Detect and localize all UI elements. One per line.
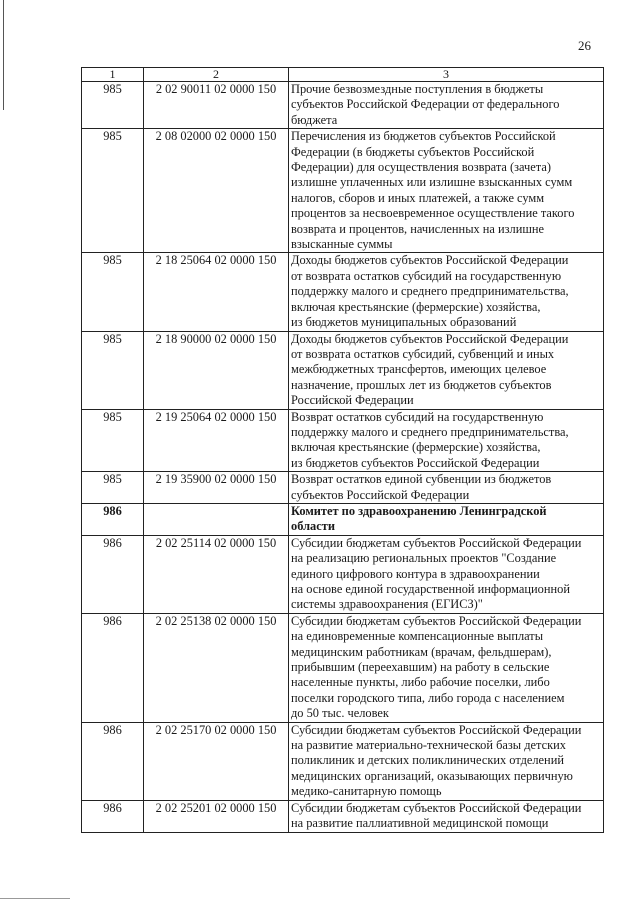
administrator-code: 985 — [82, 82, 144, 129]
revenue-name — [289, 409, 604, 472]
footer-rule — [0, 898, 70, 899]
revenue-name-line: Федерации (в бюджеты субъектов Российской — [291, 144, 535, 159]
revenue-name — [289, 613, 604, 722]
revenue-name-line: Российской Федерации — [291, 393, 414, 408]
revenue-code: 2 18 25064 02 0000 150 — [144, 253, 289, 331]
administrator-code: 986 — [82, 722, 144, 800]
revenue-code: 2 18 90000 02 0000 150 — [144, 331, 289, 409]
revenue-name-line: налогов, сборов и иных платежей, а также сумм — [291, 190, 545, 205]
administrator-code: 985 — [82, 253, 144, 331]
revenue-name-line: Комитет по здравоохранению Ленинградской — [291, 503, 547, 518]
table-row — [82, 409, 604, 472]
revenue-name-line: системы здравоохранения (ЕГИСЗ)" — [291, 597, 483, 612]
table-row — [82, 503, 604, 535]
administrator-code: 986 — [82, 503, 144, 535]
revenue-name-line: Доходы бюджетов субъектов Российской Федерации — [291, 253, 569, 268]
revenue-name-line: прибывшим (переехавшим) на работу в сельские — [291, 660, 550, 675]
revenue-code — [144, 503, 289, 535]
revenue-name-line: возврата и процентов, начисленных на излишне — [291, 221, 545, 236]
revenue-name-line: от возврата остатков субсидий на государственную — [291, 268, 562, 283]
revenue-name — [289, 82, 604, 129]
revenue-name — [289, 535, 604, 613]
revenue-name-line: Субсидии бюджетам субъектов Российской Федерации — [291, 800, 582, 815]
table-row — [82, 722, 604, 800]
administrator-code: 985 — [82, 129, 144, 253]
table-row — [82, 82, 604, 129]
revenue-name — [289, 472, 604, 504]
revenue-name-line: Субсидии бюджетам субъектов Российской Федерации — [291, 535, 582, 550]
revenue-name-line: субъектов Российской Федерации от федерального — [291, 97, 560, 112]
table-row — [82, 472, 604, 504]
revenue-name-line: населенные пункты, либо рабочие поселки, либо — [291, 675, 550, 690]
revenue-name-line: на развитие материально-технической базы детских — [291, 738, 566, 753]
revenue-name-line: субъектов Российской Федерации — [291, 487, 470, 502]
revenue-code: 2 19 25064 02 0000 150 — [144, 409, 289, 472]
revenue-code: 2 02 25114 02 0000 150 — [144, 535, 289, 613]
table-row — [82, 535, 604, 613]
revenue-name-line: Прочие безвозмездные поступления в бюджеты — [291, 82, 544, 96]
page-number: 26 — [578, 38, 591, 53]
revenue-name-line: поддержку малого и среднего предпринимательства, — [291, 424, 569, 439]
revenue-name-line: поддержку малого и среднего предпринимательства, — [291, 284, 569, 299]
revenue-name-line: на единовременные компенсационные выплаты — [291, 629, 544, 644]
revenue-name-line: медицинским работникам (врачам, фельдшерам), — [291, 644, 552, 659]
revenue-name-line: назначение, прошлых лет из бюджетов субъектов — [291, 377, 552, 392]
revenue-name-line: включая крестьянские (фермерские) хозяйства, — [291, 299, 541, 314]
table-header-row — [82, 68, 604, 82]
revenue-name-line: Субсидии бюджетам субъектов Российской Федерации — [291, 613, 582, 628]
revenue-name-line: поселки городского типа, либо города с населением — [291, 690, 565, 705]
column-header: 2 — [144, 68, 289, 82]
administrator-code: 985 — [82, 331, 144, 409]
revenue-code: 2 02 90011 02 0000 150 — [144, 82, 289, 129]
table-row — [82, 253, 604, 331]
revenue-name — [289, 722, 604, 800]
scan-edge-line — [3, 0, 4, 110]
revenue-code: 2 08 02000 02 0000 150 — [144, 129, 289, 253]
revenue-code: 2 02 25201 02 0000 150 — [144, 800, 289, 832]
revenue-name-line: от возврата остатков субсидий, субвенций и иных — [291, 346, 555, 361]
revenue-name-line: Возврат остатков единой субвенции из бюджетов — [291, 472, 552, 487]
revenue-name-line: взысканные суммы — [291, 237, 393, 252]
revenue-name-line: Перечисления из бюджетов субъектов Российской — [291, 129, 556, 144]
revenue-name-line: на основе единой государственной информационной — [291, 582, 570, 596]
table-row — [82, 129, 604, 253]
revenue-name-line: Федерации) для осуществления возврата (зачета) — [291, 160, 551, 175]
table-row — [82, 613, 604, 722]
revenue-name-line: на реализацию региональных проектов "Создание — [291, 551, 557, 566]
revenue-code: 2 02 25170 02 0000 150 — [144, 722, 289, 800]
revenue-name-line: Доходы бюджетов субъектов Российской Федерации — [291, 331, 569, 346]
revenue-name — [289, 800, 604, 832]
revenue-name-line: Возврат остатков субсидий на государственную — [291, 409, 544, 424]
revenue-name-line: из бюджетов муниципальных образований — [291, 315, 517, 330]
revenue-name-line: из бюджетов субъектов Российской Федерации — [291, 455, 540, 470]
administrator-code: 986 — [82, 535, 144, 613]
administrator-code: 986 — [82, 800, 144, 832]
table-row — [82, 331, 604, 409]
revenue-name-line: излишне уплаченных или излишне взысканных сумм — [291, 175, 573, 190]
revenue-name-line: включая крестьянские (фермерские) хозяйства, — [291, 440, 541, 455]
table-row — [82, 800, 604, 832]
revenue-name-line: до 50 тыс. человек — [291, 706, 389, 721]
revenue-name — [289, 129, 604, 253]
revenue-name-line: медико-санитарную помощь — [291, 784, 442, 799]
revenue-name — [289, 503, 604, 535]
administrator-code: 985 — [82, 409, 144, 472]
table-body — [82, 82, 604, 833]
revenue-name-line: на развитие паллиативной медицинской помощи — [291, 816, 549, 831]
column-header: 3 — [289, 68, 604, 82]
revenue-name-line: бюджета — [291, 112, 338, 127]
revenue-code: 2 19 35900 02 0000 150 — [144, 472, 289, 504]
revenue-name-line: медицинских организаций, оказывающих первичную — [291, 768, 573, 783]
revenue-name-line: единого цифрового контура в здравоохранении — [291, 566, 540, 581]
administrator-code: 985 — [82, 472, 144, 504]
revenue-name-line: области — [291, 519, 335, 534]
column-header: 1 — [82, 68, 144, 82]
budget-classification-table — [81, 67, 604, 833]
revenue-code: 2 02 25138 02 0000 150 — [144, 613, 289, 722]
revenue-name-line: межбюджетных трансфертов, имеющих целевое — [291, 362, 547, 377]
revenue-name — [289, 253, 604, 331]
revenue-name-line: процентов за несвоевременное осуществление такого — [291, 206, 575, 221]
revenue-name — [289, 331, 604, 409]
revenue-name-line: Субсидии бюджетам субъектов Российской Федерации — [291, 722, 582, 737]
revenue-name-line: поликлиник и детских поликлинических отделений — [291, 753, 564, 768]
administrator-code: 986 — [82, 613, 144, 722]
